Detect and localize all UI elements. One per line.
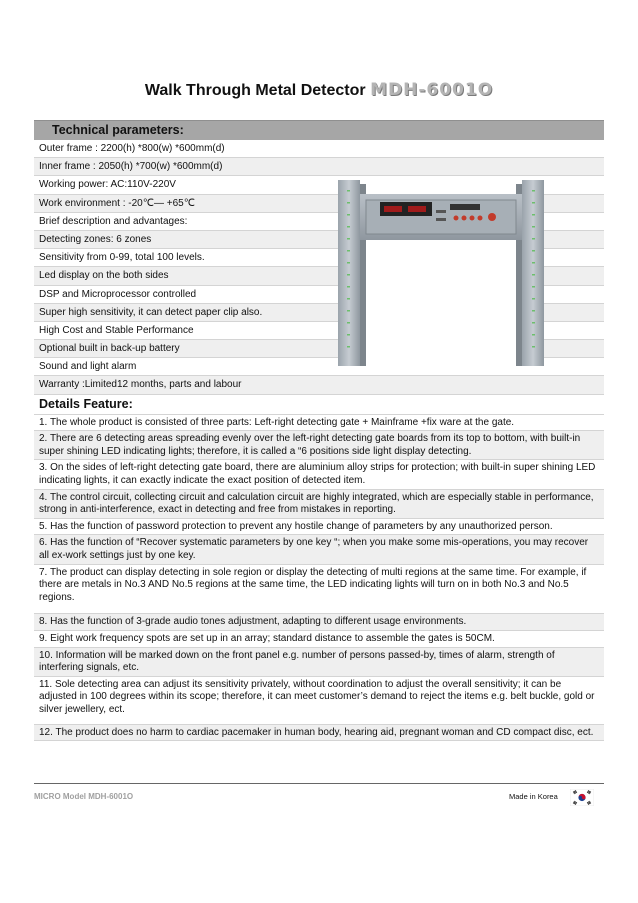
spec-row: Sound and light alarm: [34, 358, 604, 376]
feature-item: 6. Has the function of “Recover systematic parameters by one key “; when you make some mis-operations, you may recover all ex-work settings just by one key.: [34, 535, 604, 564]
feature-item: 7. The product can display detecting in sole region or display the detecting of multi regions at the same time. For example, if there are metals in No.3 AND No.5 regions at the same time, the LED indicating lights will turn on in both No.3 and No.5 regions.: [34, 565, 604, 615]
spec-row: Optional built in back-up battery: [34, 340, 604, 358]
details-heading: Details Feature:: [34, 395, 604, 415]
feature-item: 3. On the sides of left-right detecting gate board, there are aluminium alloy strips for protection; with built-in super shining LED indicating lights, it can exactly indicate the exact position of detected item.: [34, 460, 604, 489]
product-photo: [338, 180, 544, 366]
spec-row: Inner frame : 2050(h) *700(w) *600mm(d): [34, 158, 604, 176]
feature-item: 5. Has the function of password protection to prevent any hostile change of parameters by any unauthorized person.: [34, 519, 604, 536]
spec-row: Led display on the both sides: [34, 267, 604, 285]
feature-item: 9. Eight work frequency spots are set up in an array; standard distance to assemble the gates is 50CM.: [34, 631, 604, 648]
title-text: Walk Through Metal Detector: [144, 82, 366, 99]
feature-item: 10. Information will be marked down on the front panel e.g. number of persons passed-by, times of alarm, strength of interfering signals, etc.: [34, 648, 604, 677]
spec-row: Work environment : -20℃— +65℃: [34, 195, 604, 213]
feature-item: 8. Has the function of 3-grade audio tones adjustment, adapting to different usage environments.: [34, 614, 604, 631]
spec-row: Outer frame : 2200(h) *800(w) *600mm(d): [34, 140, 604, 158]
metal-detector-gate-image: [338, 180, 544, 366]
document-title: [0, 80, 638, 100]
feature-item: 2. There are 6 detecting areas spreading evenly over the left-right detecting gate boards from its top to bottom, with built-in super shining LED indicating lights; therefore, it is called a “6 positions side light display detecting.: [34, 431, 604, 460]
feature-item: 1. The whole product is consisted of three parts: Left-right detecting gate + Mainframe +fix ware at the gate.: [34, 415, 604, 432]
spec-row: Super high sensitivity, it can detect paper clip also.: [34, 304, 604, 322]
feature-item: 11. Sole detecting area can adjust its sensitivity privately, without coordination to adjust the overall sensitivity; it can be adjusted in 100 degrees within its scope; therefore, it can meet customer’s demand to reject the items e.g. belt buckle, gold or silver jewellery, ect.: [34, 677, 604, 725]
details-list: [34, 415, 604, 741]
spec-row: Working power: AC:110V-220V: [34, 176, 604, 194]
footer-origin-label: Made in Korea: [509, 792, 558, 801]
footer-model-label: MICRO Model MDH-6001O: [34, 792, 134, 801]
spec-row: Sensitivity from 0-99, total 100 levels.: [34, 249, 604, 267]
spec-row: Warranty :Limited12 months, parts and labour: [34, 376, 604, 394]
korea-flag-icon: [570, 789, 594, 806]
spec-row: High Cost and Stable Performance: [34, 322, 604, 340]
feature-item: 4. The control circuit, collecting circuit and calculation circuit are highly integrated, which are especially stable in performance, strong in anti-interference, exact in detecting and free from mistakes in reporting.: [34, 490, 604, 519]
model-logo: MDH-6001O: [370, 80, 494, 100]
spec-row: Brief description and advantages:: [34, 213, 604, 231]
spec-row: Detecting zones: 6 zones: [34, 231, 604, 249]
spec-row: DSP and Microprocessor controlled: [34, 286, 604, 304]
footer-divider: [34, 783, 604, 784]
feature-item: 12. The product does no harm to cardiac pacemaker in human body, hearing aid, pregnant woman and CD compact disc, ect.: [34, 725, 604, 742]
technical-heading: Technical parameters:: [34, 120, 604, 140]
